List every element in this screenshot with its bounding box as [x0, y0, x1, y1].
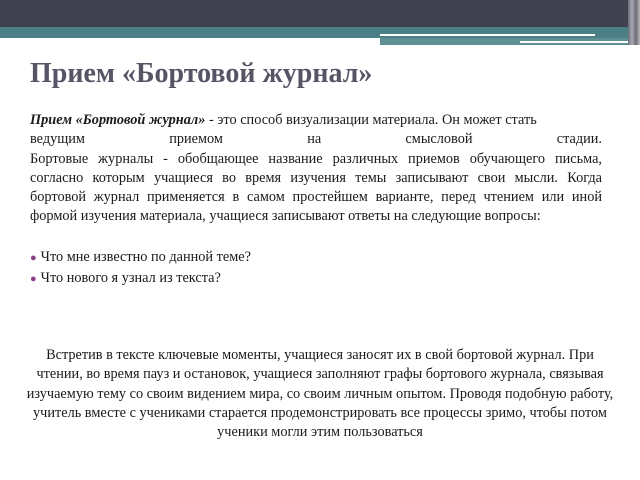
header-bar — [0, 0, 640, 27]
list-item: ● Что мне известно по данной теме? — [30, 249, 251, 265]
intro-lead: Прием «Бортовой журнал» — [30, 112, 206, 128]
bullet-icon: ● — [30, 252, 37, 264]
slide-body — [30, 111, 602, 227]
intro-line — [30, 111, 602, 130]
description-paragraph: Бортовые журналы - обобщающее название различных приемов обучающего письма, согласно которым учащиеся во время изучения темы записывают свои мысли. Когда бортовой журнал применяется в самом простейшем варианте, перед чтением или иной формой изучения материала, учащиеся записывают ответы на следующие вопросы: — [30, 150, 602, 225]
bullet-icon: ● — [30, 273, 37, 285]
slide-title: Прием «Бортовой журнал» — [30, 58, 373, 89]
decorative-line — [380, 34, 595, 36]
decorative-edge — [628, 0, 640, 45]
intro-rest: - это способ визуализации материала. Он может стать — [205, 112, 537, 128]
closing-paragraph: Встретив в тексте ключевые моменты, учащиеся заносят их в свой бортовой журнал. При чтении, во время пауз и остановок, учащиеся заполняют графы бортового журнала, связывая изучаемую тему со своим видением мира, со своим личным опытом. Проводя подобную работу, учитель вместе с учениками старается продемонстрировать все процессы зримо, чтобы потом ученики могли этим пользоваться — [26, 347, 614, 441]
question-list — [30, 247, 251, 289]
accent-bar — [0, 27, 640, 38]
list-item: ● Что нового я узнал из текста? — [30, 270, 221, 286]
decorative-line — [520, 41, 628, 43]
intro-line-2: ведущим приемом на смысловой стадии. — [30, 131, 602, 148]
